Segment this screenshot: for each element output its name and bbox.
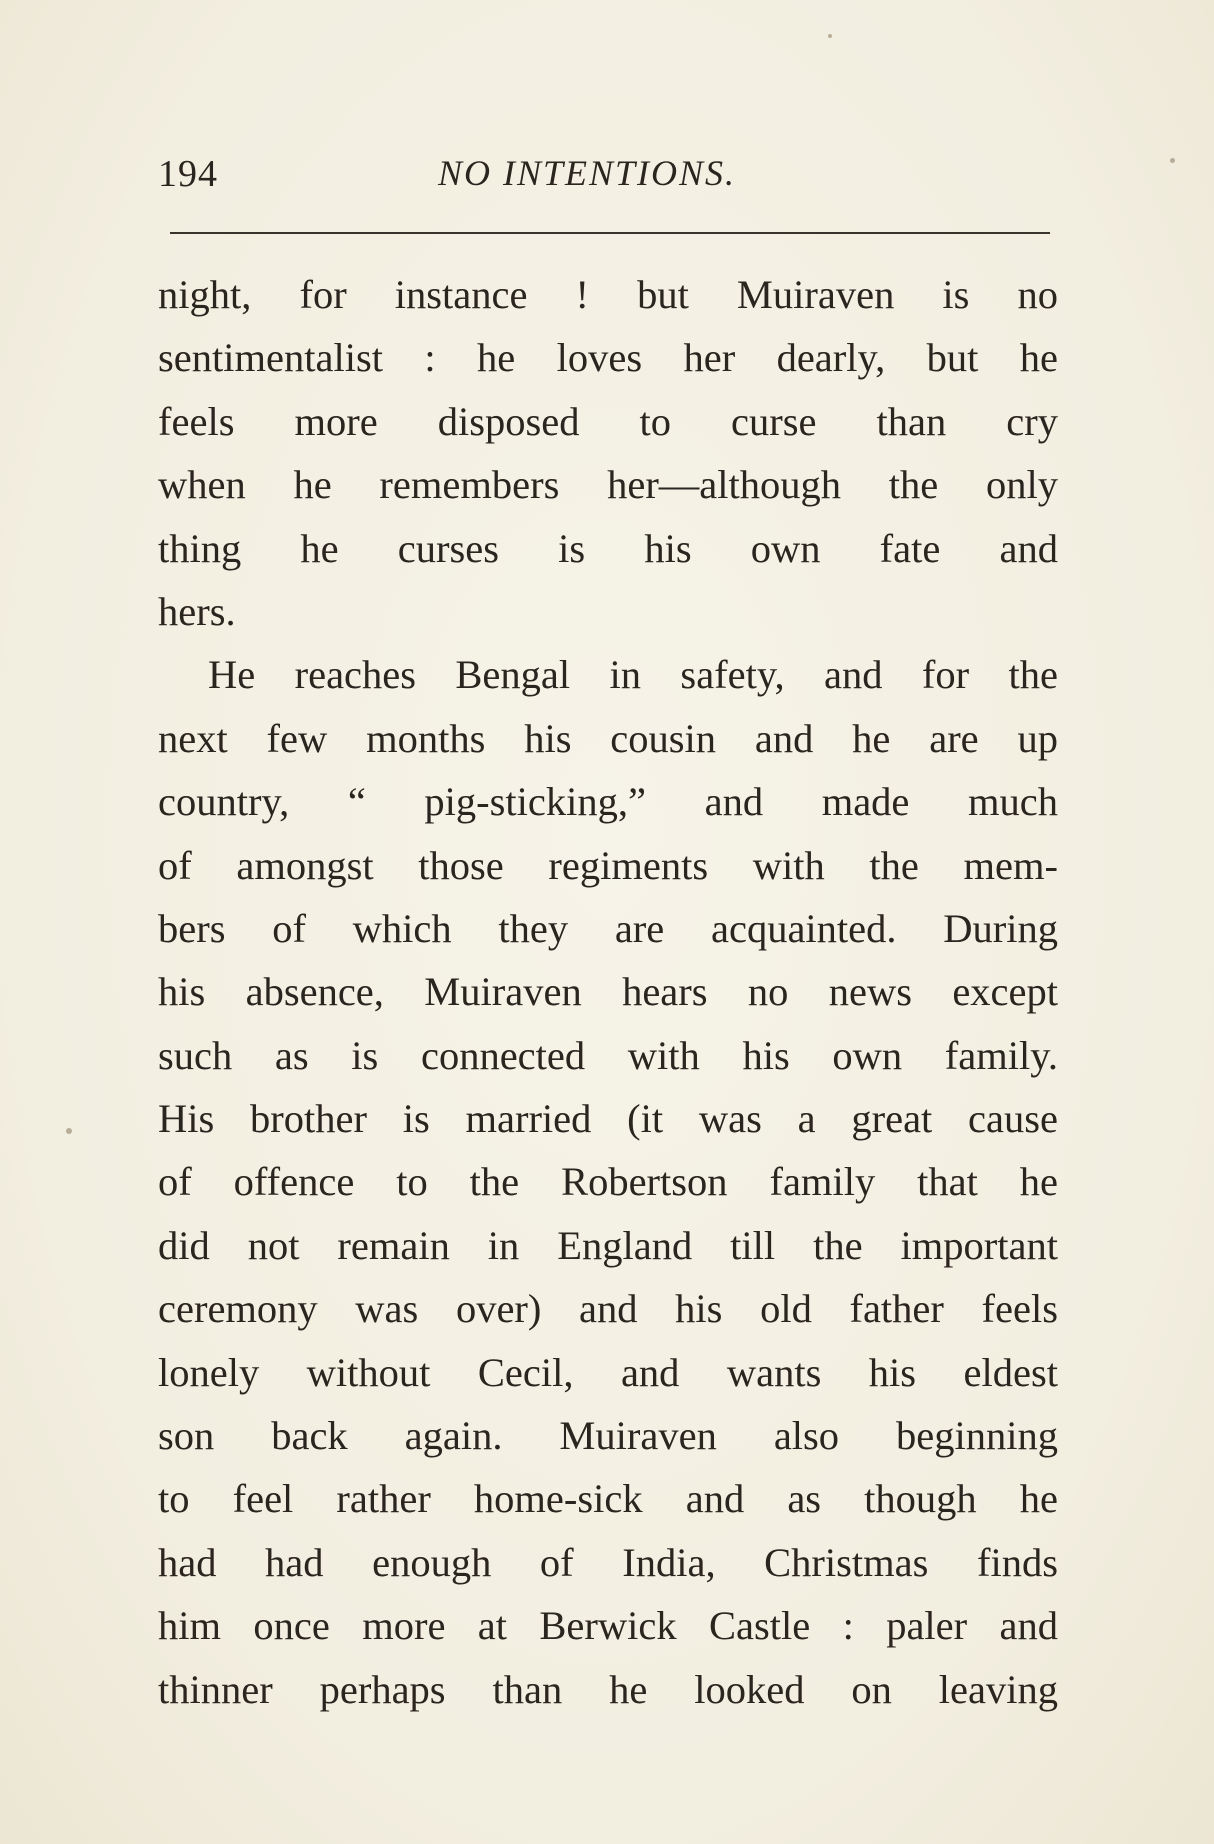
text-line: to feel rather home-sick and as though he xyxy=(158,1476,1058,1522)
text-line: He reaches Bengal in safety, and for the xyxy=(208,652,1058,698)
text-line: night, for instance ! but Muiraven is no xyxy=(158,272,1058,317)
text-line: when he remembers her—although the only xyxy=(158,462,1058,508)
text-line: lonely without Cecil, and wants his eldest xyxy=(158,1349,1058,1395)
text-line: of offence to the Robertson family that he xyxy=(158,1159,1058,1205)
page-number: 194 xyxy=(158,153,218,195)
text-line: his absence, Muiraven hears no news except xyxy=(158,969,1058,1015)
text-line: son back again. Muiraven also beginning xyxy=(158,1413,1058,1459)
text-line: hers. xyxy=(158,588,236,634)
text-line: thing he curses is his own fate and xyxy=(158,525,1058,571)
running-head xyxy=(158,152,1050,212)
text-line: country, “ pig-sticking,” and made much xyxy=(158,779,1058,825)
text-line: thinner perhaps than he looked on leaving xyxy=(158,1666,1058,1712)
text-line: such as is connected with his own family. xyxy=(158,1032,1058,1078)
running-title: NO INTENTIONS. xyxy=(438,153,737,193)
header-rule xyxy=(170,232,1050,234)
text-line: bers of which they are acquainted. During xyxy=(158,905,1058,951)
text-line: of amongst those regiments with the mem- xyxy=(158,842,1058,888)
paper-speck xyxy=(828,34,832,38)
text-line: next few months his cousin and he are up xyxy=(158,715,1058,761)
text-line: His brother is married (it was a great cause xyxy=(158,1096,1058,1142)
text-line: did not remain in England till the important xyxy=(158,1222,1058,1268)
text-line: feels more disposed to curse than cry xyxy=(158,398,1058,444)
text-line: ceremony was over) and his old father feels xyxy=(158,1286,1058,1332)
text-line: had had enough of India, Christmas finds xyxy=(158,1539,1058,1585)
paper-speck xyxy=(66,1128,72,1134)
text-line: him once more at Berwick Castle : paler and xyxy=(158,1603,1058,1649)
paper-speck xyxy=(1170,158,1175,163)
body-text xyxy=(158,263,1058,1721)
text-line: sentimentalist : he loves her dearly, but he xyxy=(158,335,1058,381)
